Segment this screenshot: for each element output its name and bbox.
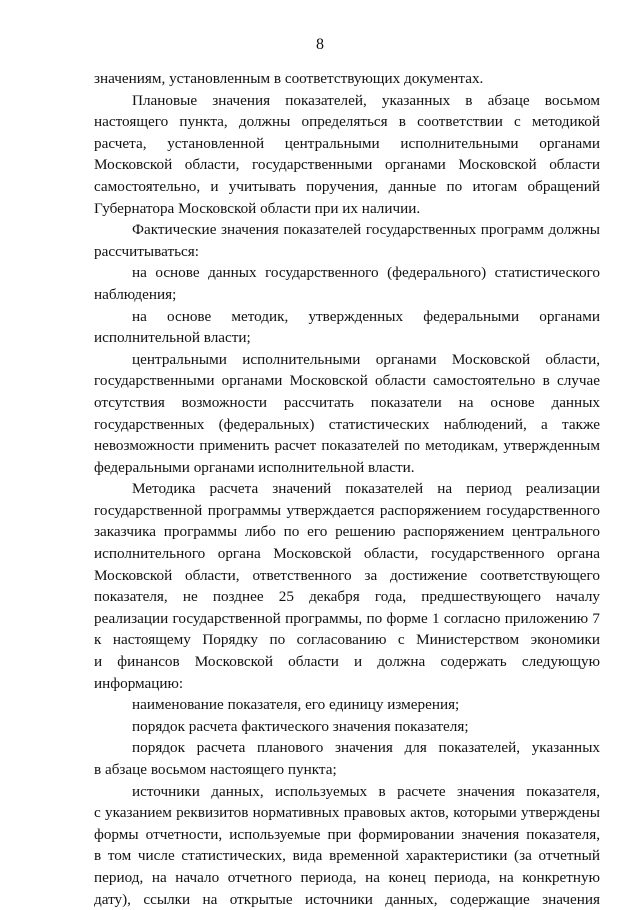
text-line: государственных (федеральных) статистических наблюдений, а также (94, 415, 600, 433)
text-line: наименование показателя, его единицу измерения; (132, 696, 460, 714)
text-line: расчета, установленной центральными исполнительными органами (94, 134, 600, 152)
text-line: в абзаце восьмом настоящего пункта; (94, 761, 337, 778)
text-line: источники данных, используемых в расчете значения показателя, (132, 782, 600, 800)
text-line: период, на начало отчетного периода, на конец периода, на конкретную (94, 868, 600, 886)
text-line: Губернатора Московской области при их наличии. (94, 199, 421, 217)
text-line: настоящего пункта, должны определяться в соответствии с методикой (94, 113, 600, 131)
body-text (94, 68, 600, 910)
text-line: порядок расчета планового значения для показателей, указанных (132, 739, 600, 757)
text-line: реализации государственной программы, по форме 1 согласно приложению 7 (94, 609, 600, 627)
text-line: в том числе статистических, вида временной характеристики (за отчетный (94, 847, 600, 865)
text-line: исполнительной власти; (94, 329, 251, 347)
text-line: Московской области, государственными органами Московской области (94, 156, 600, 174)
text-line: и финансов Московской области и должна содержать следующую (94, 653, 600, 671)
text-line: исполнительного органа Московской области, государственного органа (94, 545, 600, 563)
text-line: значениям, установленным в соответствующих документах. (94, 70, 484, 87)
text-line: с указанием реквизитов нормативных правовых актов, которыми утверждены (94, 804, 600, 822)
text-line: Московской области, ответственного за достижение соответствующего (94, 566, 600, 584)
text-line: государственной программы утверждается распоряжением государственного (94, 501, 600, 519)
text-line: порядок расчета фактического значения показателя; (132, 717, 469, 735)
text-line: Фактические значения показателей государственных программ должны (132, 221, 600, 239)
text-line: федеральными органами исполнительной власти. (94, 458, 415, 476)
text-line: формы отчетности, используемые при формировании значения показателя, (94, 825, 600, 843)
text-line: на основе данных государственного (федерального) статистического (132, 264, 600, 282)
text-line: самостоятельно, и учитывать поручения, данные по итогам обращений (94, 177, 600, 195)
text-line: Методика расчета значений показателей на период реализации (132, 480, 600, 498)
text-line: заказчика программы либо по его решению распоряжением центрального (94, 523, 600, 541)
text-line: дату), ссылки на открытые источники данных, содержащие значения (94, 890, 600, 908)
page-number: 8 (316, 36, 324, 53)
text-line: отсутствия возможности рассчитать показатели на основе данных (94, 393, 600, 411)
text-line: информацию: (94, 674, 184, 692)
text-line: центральными исполнительными органами Московской области, (132, 350, 600, 368)
text-line: государственными органами Московской области самостоятельно в случае (94, 372, 600, 390)
text-line: к настоящему Порядку по согласованию с Министерством экономики (94, 631, 600, 649)
text-line: невозможности применить расчет показателей по методикам, утвержденным (94, 437, 600, 455)
text-line: на основе методик, утвержденных федеральными органами (132, 307, 600, 325)
text-line: Плановые значения показателей, указанных в абзаце восьмом (132, 91, 600, 109)
text-line: показателя, не позднее 25 декабря года, предшествующего началу (94, 588, 600, 606)
text-line: наблюдения; (94, 285, 177, 303)
text-line: рассчитываться: (94, 242, 199, 260)
